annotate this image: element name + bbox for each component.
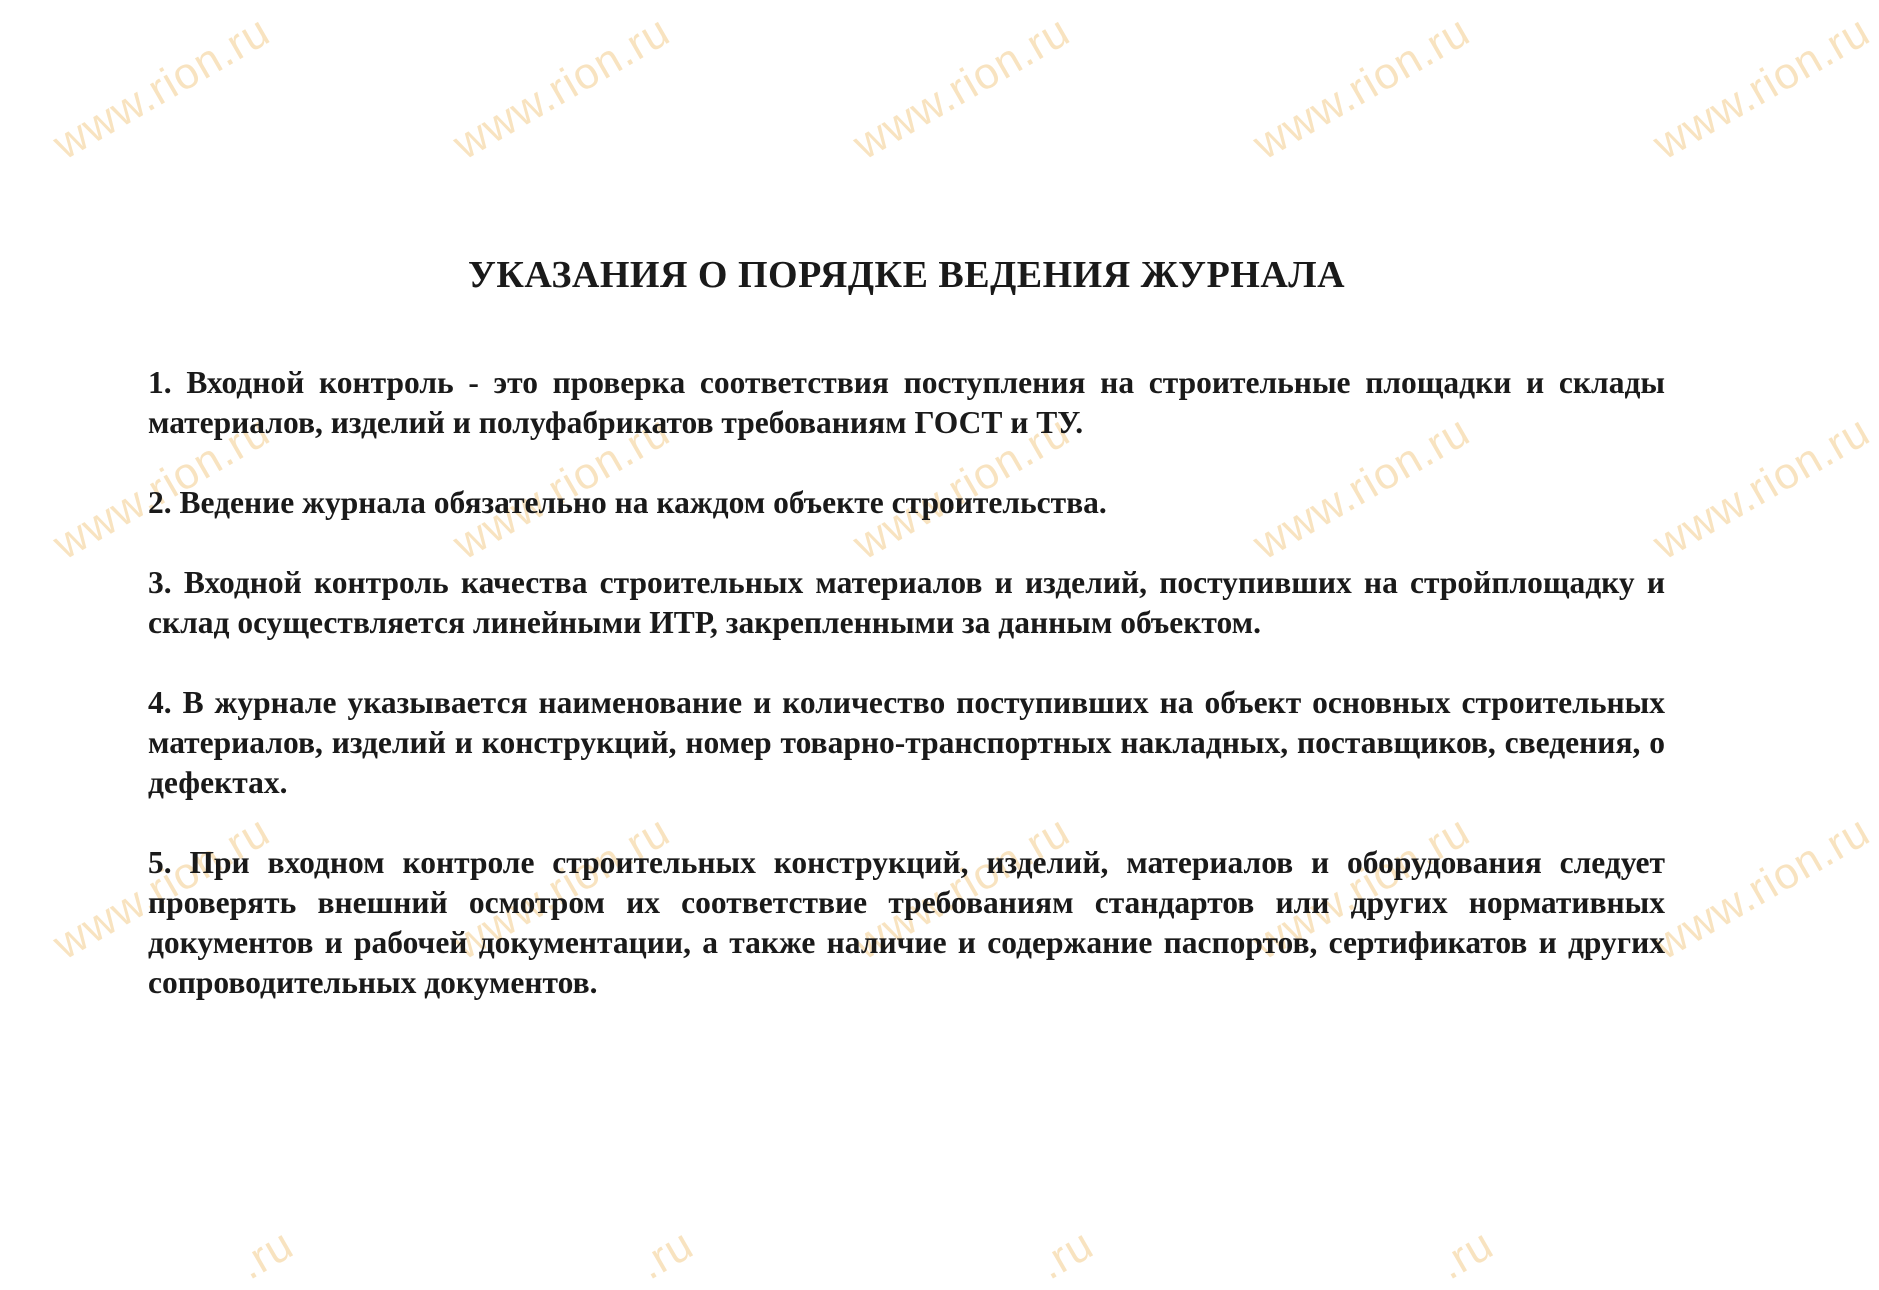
watermark-text-partial: .ru	[1430, 1219, 1502, 1290]
watermark-text-partial: .ru	[630, 1219, 702, 1290]
watermark-text: www.rion.ru	[445, 806, 679, 970]
instruction-paragraph-3: 3. Входной контроль качества строительных материалов и изделий, поступивших на стройплощадку и склад осуществляется линейными ИТР, закрепленными за данным объектом.	[148, 565, 1665, 640]
watermark-text: www.rion.ru	[845, 6, 1079, 170]
watermark-text: www.rion.ru	[1645, 406, 1879, 570]
watermark-text: www.rion.ru	[45, 806, 279, 970]
watermark-text: www.rion.ru	[45, 6, 279, 170]
watermark-text: www.rion.ru	[445, 6, 679, 170]
instruction-paragraph-5: 5. При входном контроле строительных конструкций, изделий, материалов и оборудования следует проверять внешний осмотром их соответствие требованиям стандартов или других нормативных документов и рабочей документации, а также наличие и содержание паспортов, сертификатов и других сопроводительных документов.	[148, 845, 1665, 1000]
watermark-text: www.rion.ru	[1645, 806, 1879, 970]
instruction-paragraph-4: 4. В журнале указывается наименование и количество поступивших на объект основных строительных материалов, изделий и конструкций, номер товарно-транспортных накладных, поставщиков, сведения, о дефектах.	[148, 685, 1665, 800]
watermark-text: www.rion.ru	[1245, 806, 1479, 970]
watermark-text-partial: .ru	[1030, 1219, 1102, 1290]
watermark-text: www.rion.ru	[1245, 406, 1479, 570]
instruction-paragraph-2: 2. Ведение журнала обязательно на каждом объекте строительства.	[148, 485, 1107, 520]
watermark-text: www.rion.ru	[1245, 6, 1479, 170]
watermark-text: www.rion.ru	[1645, 6, 1879, 170]
watermark-text: www.rion.ru	[445, 406, 679, 570]
watermark-text: www.rion.ru	[845, 806, 1079, 970]
instruction-paragraph-1: 1. Входной контроль - это проверка соответствия поступления на строительные площадки и склады материалов, изделий и полуфабрикатов требованиям ГОСТ и ТУ.	[148, 365, 1665, 440]
watermark-text: www.rion.ru	[45, 406, 279, 570]
document-title: УКАЗАНИЯ О ПОРЯДКЕ ВЕДЕНИЯ ЖУРНАЛА	[467, 254, 1346, 296]
watermark-text-partial: .ru	[230, 1219, 302, 1290]
watermark-text: www.rion.ru	[845, 406, 1079, 570]
